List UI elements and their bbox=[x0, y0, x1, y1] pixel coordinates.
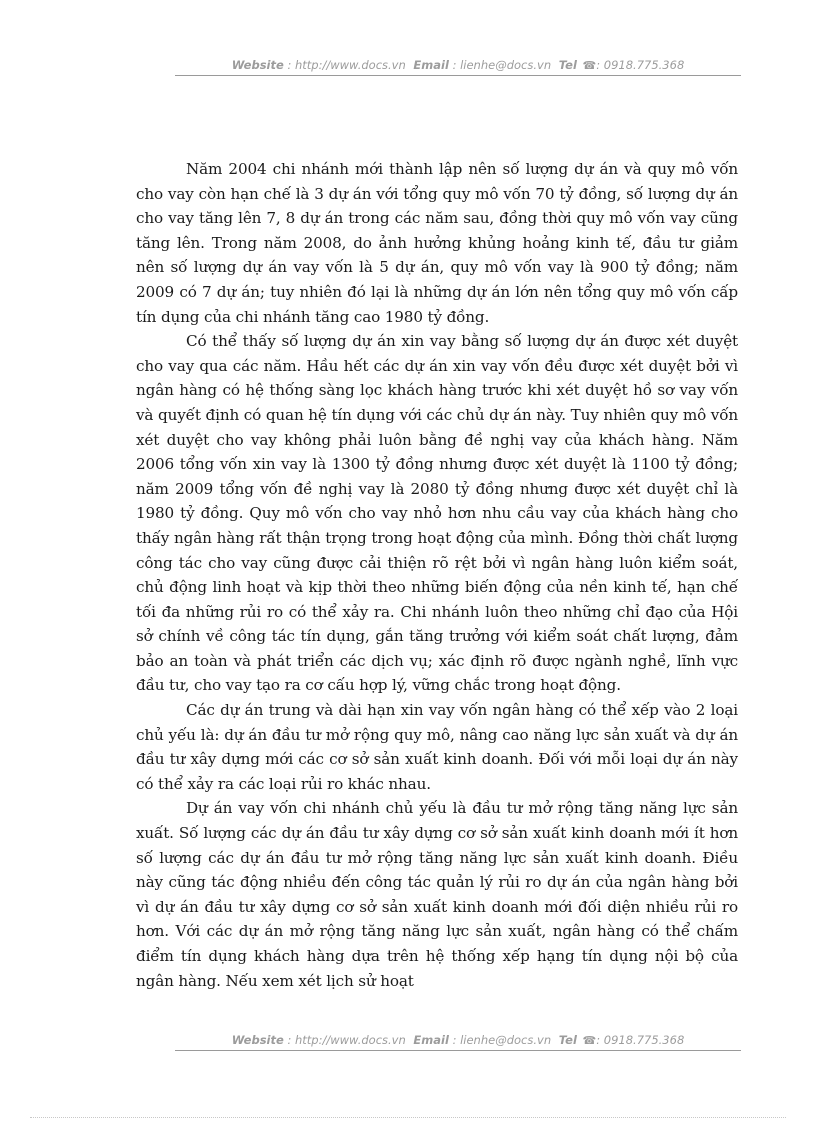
page-footer bbox=[175, 1032, 741, 1051]
paragraph-1: Năm 2004 chi nhánh mới thành lập nên số lượng dự án và quy mô vốn cho vay còn hạn chế là 3 dự án với tổng quy mô vốn 70 tỷ đồng, số lượng dự án cho vay tăng lên 7, 8 dự án trong các năm sau, đồng thời quy mô vốn vay cũng tăng lên. Trong năm 2008, do ảnh hưởng khủng hoảng kinh tế, đầu tư giảm nên số lượng dự án vay vốn là 5 dự án, quy mô vốn vay là 900 tỷ đồng; năm 2009 có 7 dự án; tuy nhiên đó lại là những dự án lớn nên tổng quy mô vốn cấp tín dụng của chi nhánh tăng cao 1980 tỷ đồng. bbox=[136, 160, 738, 326]
header-tel-value: : 0918.775.368 bbox=[596, 58, 685, 72]
paragraph-3: Các dự án trung và dài hạn xin vay vốn ngân hàng có thể xếp vào 2 loại chủ yếu là: dự án đầu tư mở rộng quy mô, nâng cao năng lực sản xuất và dự án đầu tư xây dựng mới các cơ sở sản xuất kinh doanh. Đối với mỗi loại dự án này có thể xảy ra các loại rủi ro khác nhau. bbox=[136, 701, 738, 793]
phone-icon: ☎ bbox=[582, 59, 597, 72]
page-header bbox=[175, 57, 741, 76]
footer-website-link[interactable]: : http://www.docs.vn bbox=[287, 1033, 406, 1047]
header-website-label: Website bbox=[231, 58, 284, 72]
paragraph-2: Có thể thấy số lượng dự án xin vay bằng số lượng dự án được xét duyệt cho vay qua các năm. Hầu hết các dự án xin vay vốn đều được xét duyệt bởi vì ngân hàng có hệ thống sàng lọc khách hàng trước khi xét duyệt hồ sơ vay vốn và quyết định có quan hệ tín dụng với các chủ dự án này. Tuy nhiên quy mô vốn xét duyệt cho vay không phải luôn bằng đề nghị vay của khách hàng. Năm 2006 tổng vốn xin vay là 1300 tỷ đồng nhưng được xét duyệt là 1100 tỷ đồng; năm 2009 tổng vốn đề nghị vay là 2080 tỷ đồng nhưng được xét duyệt chỉ là 1980 tỷ đồng. Quy mô vốn cho vay nhỏ hơn nhu cầu vay của khách hàng cho thấy ngân hàng rất thận trọng trong hoạt động của mình. Đồng thời chất lượng công tác cho vay cũng được cải thiện rõ rệt bởi vì ngân hàng luôn kiểm soát, chủ động linh hoạt và kịp thời theo những biến động của nền kinh tế, hạn chế tối đa những rủi ro có thể xảy ra. Chi nhánh luôn theo những chỉ đạo của Hội sở chính về công tác tín dụng, gắn tăng trưởng với kiểm soát chất lượng, đảm bảo an toàn và phát triển các dịch vụ; xác định rõ được ngành nghề, lĩnh vực đầu tư, cho vay tạo ra cơ cấu hợp lý, vững chắc trong hoạt động. bbox=[136, 332, 738, 695]
footer-website-label: Website bbox=[231, 1033, 284, 1047]
phone-icon: ☎ bbox=[582, 1034, 597, 1047]
document-body bbox=[136, 157, 738, 993]
header-email-link[interactable]: : lienhe@docs.vn bbox=[452, 58, 552, 72]
footer-tel-label: Tel bbox=[558, 1033, 577, 1047]
header-tel-label: Tel bbox=[558, 58, 577, 72]
footer-email-link[interactable]: : lienhe@docs.vn bbox=[452, 1033, 552, 1047]
footer-email-label: Email bbox=[413, 1033, 449, 1047]
header-email-label: Email bbox=[413, 58, 449, 72]
header-website-link[interactable]: : http://www.docs.vn bbox=[287, 58, 406, 72]
footer-tel-value: : 0918.775.368 bbox=[596, 1033, 685, 1047]
page-edge-divider bbox=[30, 1117, 786, 1118]
paragraph-4: Dự án vay vốn chi nhánh chủ yếu là đầu tư mở rộng tăng năng lực sản xuất. Số lượng các dự án đầu tư xây dựng cơ sở sản xuất kinh doanh mới ít hơn số lượng các dự án đầu tư mở rộng tăng năng lực sản xuất kinh doanh. Điều này cũng tác động nhiều đến công tác quản lý rủi ro dự án của ngân hàng bởi vì dự án đầu tư xây dựng cơ sở sản xuất kinh doanh mới đối diện nhiều rủi ro hơn. Với các dự án mở rộng tăng năng lực sản xuất, ngân hàng có thể chấm điểm tín dụng khách hàng dựa trên hệ thống xếp hạng tín dụng nội bộ của ngân hàng. Nếu xem xét lịch sử hoạt bbox=[136, 799, 738, 990]
